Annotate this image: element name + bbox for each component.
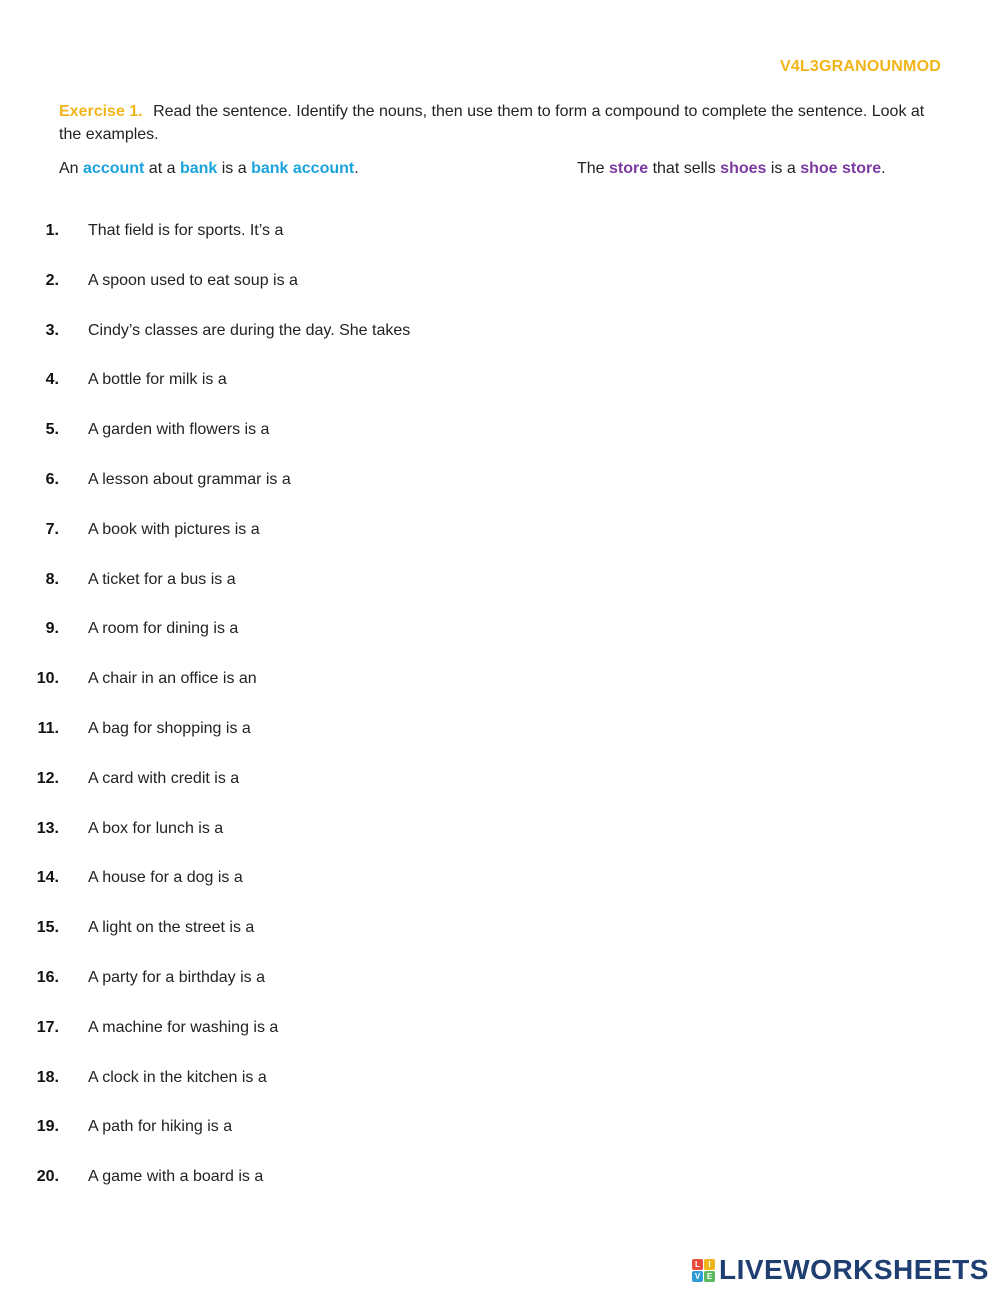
example-compound: bank account <box>251 160 355 177</box>
item-number: 15. <box>36 919 59 937</box>
item-sentence: A clock in the kitchen is a <box>88 1068 267 1086</box>
item-number: 9. <box>45 620 59 638</box>
item-number: 20. <box>36 1168 59 1186</box>
exercise-item <box>0 620 1000 670</box>
item-number: 1. <box>45 222 59 239</box>
exercise-item <box>0 770 1000 820</box>
exercise-item <box>0 969 1000 1019</box>
exercise-item <box>0 272 1000 322</box>
exercise-item <box>0 919 1000 969</box>
logo-letter: L <box>692 1259 703 1270</box>
item-number: 16. <box>36 968 59 986</box>
item-sentence: A card with credit is a <box>88 769 240 787</box>
item-sentence: That field is for sports. It’s a <box>88 222 284 239</box>
item-sentence: A room for dining is a <box>88 620 239 638</box>
example-text: is a <box>766 160 801 177</box>
exercise-item <box>0 720 1000 770</box>
exercise-item <box>0 820 1000 870</box>
item-number: 2. <box>45 271 59 289</box>
instructions-text: Read the sentence. Identify the nouns, then use them to form a compound to complete the sentence. Look at the examples. <box>59 103 925 143</box>
exercise-item <box>0 1168 1000 1218</box>
liveworksheets-logo <box>692 1254 992 1286</box>
item-sentence: A spoon used to eat soup is a <box>88 271 298 289</box>
item-sentence: A book with pictures is a <box>88 520 260 538</box>
logo-text: LIVEWORKSHEETS <box>719 1254 989 1285</box>
example-shoe-store <box>577 160 886 178</box>
item-sentence: A box for lunch is a <box>88 819 224 837</box>
item-sentence: A chair in an office is an <box>88 670 257 688</box>
logo-mark-icon <box>692 1259 715 1282</box>
item-number: 19. <box>36 1118 59 1136</box>
item-sentence: A path for hiking is a <box>88 1118 233 1136</box>
item-sentence: A bottle for milk is a <box>88 371 227 389</box>
exercise-list <box>0 222 1000 1218</box>
example-text: An <box>59 160 84 177</box>
exercise-item <box>0 869 1000 919</box>
item-number: 8. <box>45 570 59 588</box>
item-sentence: Cindy’s classes are during the day. She takes <box>88 321 411 339</box>
item-number: 12. <box>36 769 59 787</box>
item-sentence: A bag for shopping is a <box>88 719 251 737</box>
example-text: . <box>881 160 886 177</box>
logo-letter: I <box>704 1259 715 1270</box>
item-sentence: A ticket for a bus is a <box>88 570 236 588</box>
item-number: 3. <box>45 321 59 339</box>
item-sentence: A light on the street is a <box>88 919 255 937</box>
exercise-item <box>0 322 1000 372</box>
item-sentence: A lesson about grammar is a <box>88 470 291 488</box>
exercise-item <box>0 1118 1000 1168</box>
logo-letter: E <box>704 1271 715 1282</box>
item-sentence: A garden with flowers is a <box>88 421 270 439</box>
item-number: 14. <box>36 869 59 887</box>
exercise-label: Exercise 1. <box>59 103 143 120</box>
example-text: that sells <box>648 160 721 177</box>
example-text: is a <box>217 160 252 177</box>
example-text: The <box>577 160 610 177</box>
exercise-item <box>0 571 1000 621</box>
item-number: 17. <box>36 1018 59 1036</box>
item-number: 5. <box>45 421 59 439</box>
item-sentence: A game with a board is a <box>88 1168 264 1186</box>
item-sentence: A machine for washing is a <box>88 1018 279 1036</box>
logo-letter: V <box>692 1271 703 1282</box>
item-number: 10. <box>36 670 59 688</box>
item-number: 7. <box>45 520 59 538</box>
item-sentence: A party for a birthday is a <box>88 968 265 986</box>
item-number: 6. <box>45 470 59 488</box>
exercise-item <box>0 471 1000 521</box>
worksheet-code: V4L3GRANOUNMOD <box>779 58 941 75</box>
exercise-item <box>0 1069 1000 1119</box>
exercise-item <box>0 670 1000 720</box>
exercise-item <box>0 1019 1000 1069</box>
exercise-item <box>0 371 1000 421</box>
example-text: . <box>354 160 359 177</box>
exercise-item <box>0 521 1000 571</box>
example-noun: store <box>609 160 649 177</box>
item-number: 11. <box>37 719 59 737</box>
example-noun: bank <box>179 160 218 177</box>
exercise-item <box>0 421 1000 471</box>
exercise-item <box>0 222 1000 272</box>
item-number: 13. <box>36 819 59 837</box>
example-text: at a <box>144 160 180 177</box>
example-bank-account <box>59 160 359 178</box>
item-sentence: A house for a dog is a <box>88 869 243 887</box>
item-number: 4. <box>45 371 59 389</box>
instructions <box>59 100 939 146</box>
example-compound: shoe store <box>800 160 882 177</box>
example-noun: account <box>83 160 145 177</box>
example-noun: shoes <box>720 160 767 177</box>
item-number: 18. <box>36 1068 59 1086</box>
